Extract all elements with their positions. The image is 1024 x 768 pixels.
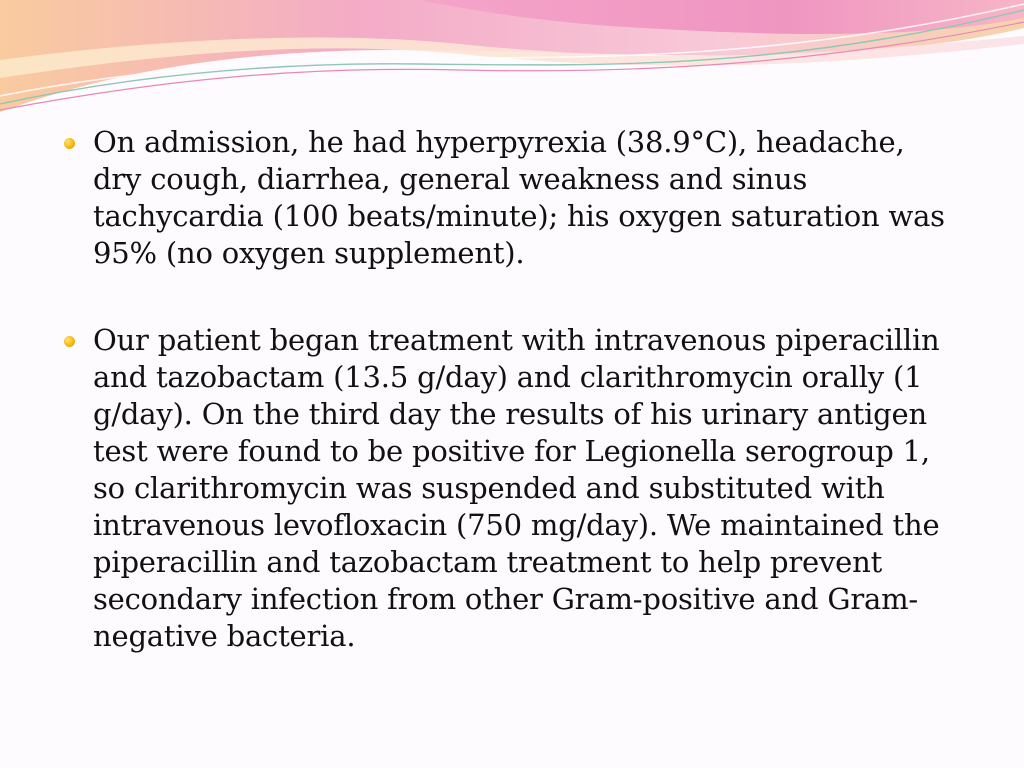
bullet-item-treatment: [60, 322, 960, 655]
bullet-item-admission: [60, 124, 960, 272]
decorative-wave-banner: [0, 0, 1024, 120]
bullet-text: Our patient began treatment with intravenous piperacillin and tazobactam (13.5 g/day) and clarithromycin orally (1 g/day). On the third day the results of his urinary antigen test were found to be positive for Legionella serogroup 1, so clarithromycin was suspended and substituted with intravenous levofloxacin (750 mg/day). We maintained the piperacillin and tazobactam treatment to help prevent secondary infection from other Gram-positive and Gram-negative bacteria.: [93, 323, 940, 653]
bullet-dot-icon: [64, 336, 75, 347]
bullet-dot-icon: [64, 138, 75, 149]
slide-content: [60, 124, 960, 655]
bullet-text: On admission, he had hyperpyrexia (38.9°C), headache, dry cough, diarrhea, general weakness and sinus tachycardia (100 beats/minute); his oxygen saturation was 95% (no oxygen supplement).: [93, 125, 945, 270]
